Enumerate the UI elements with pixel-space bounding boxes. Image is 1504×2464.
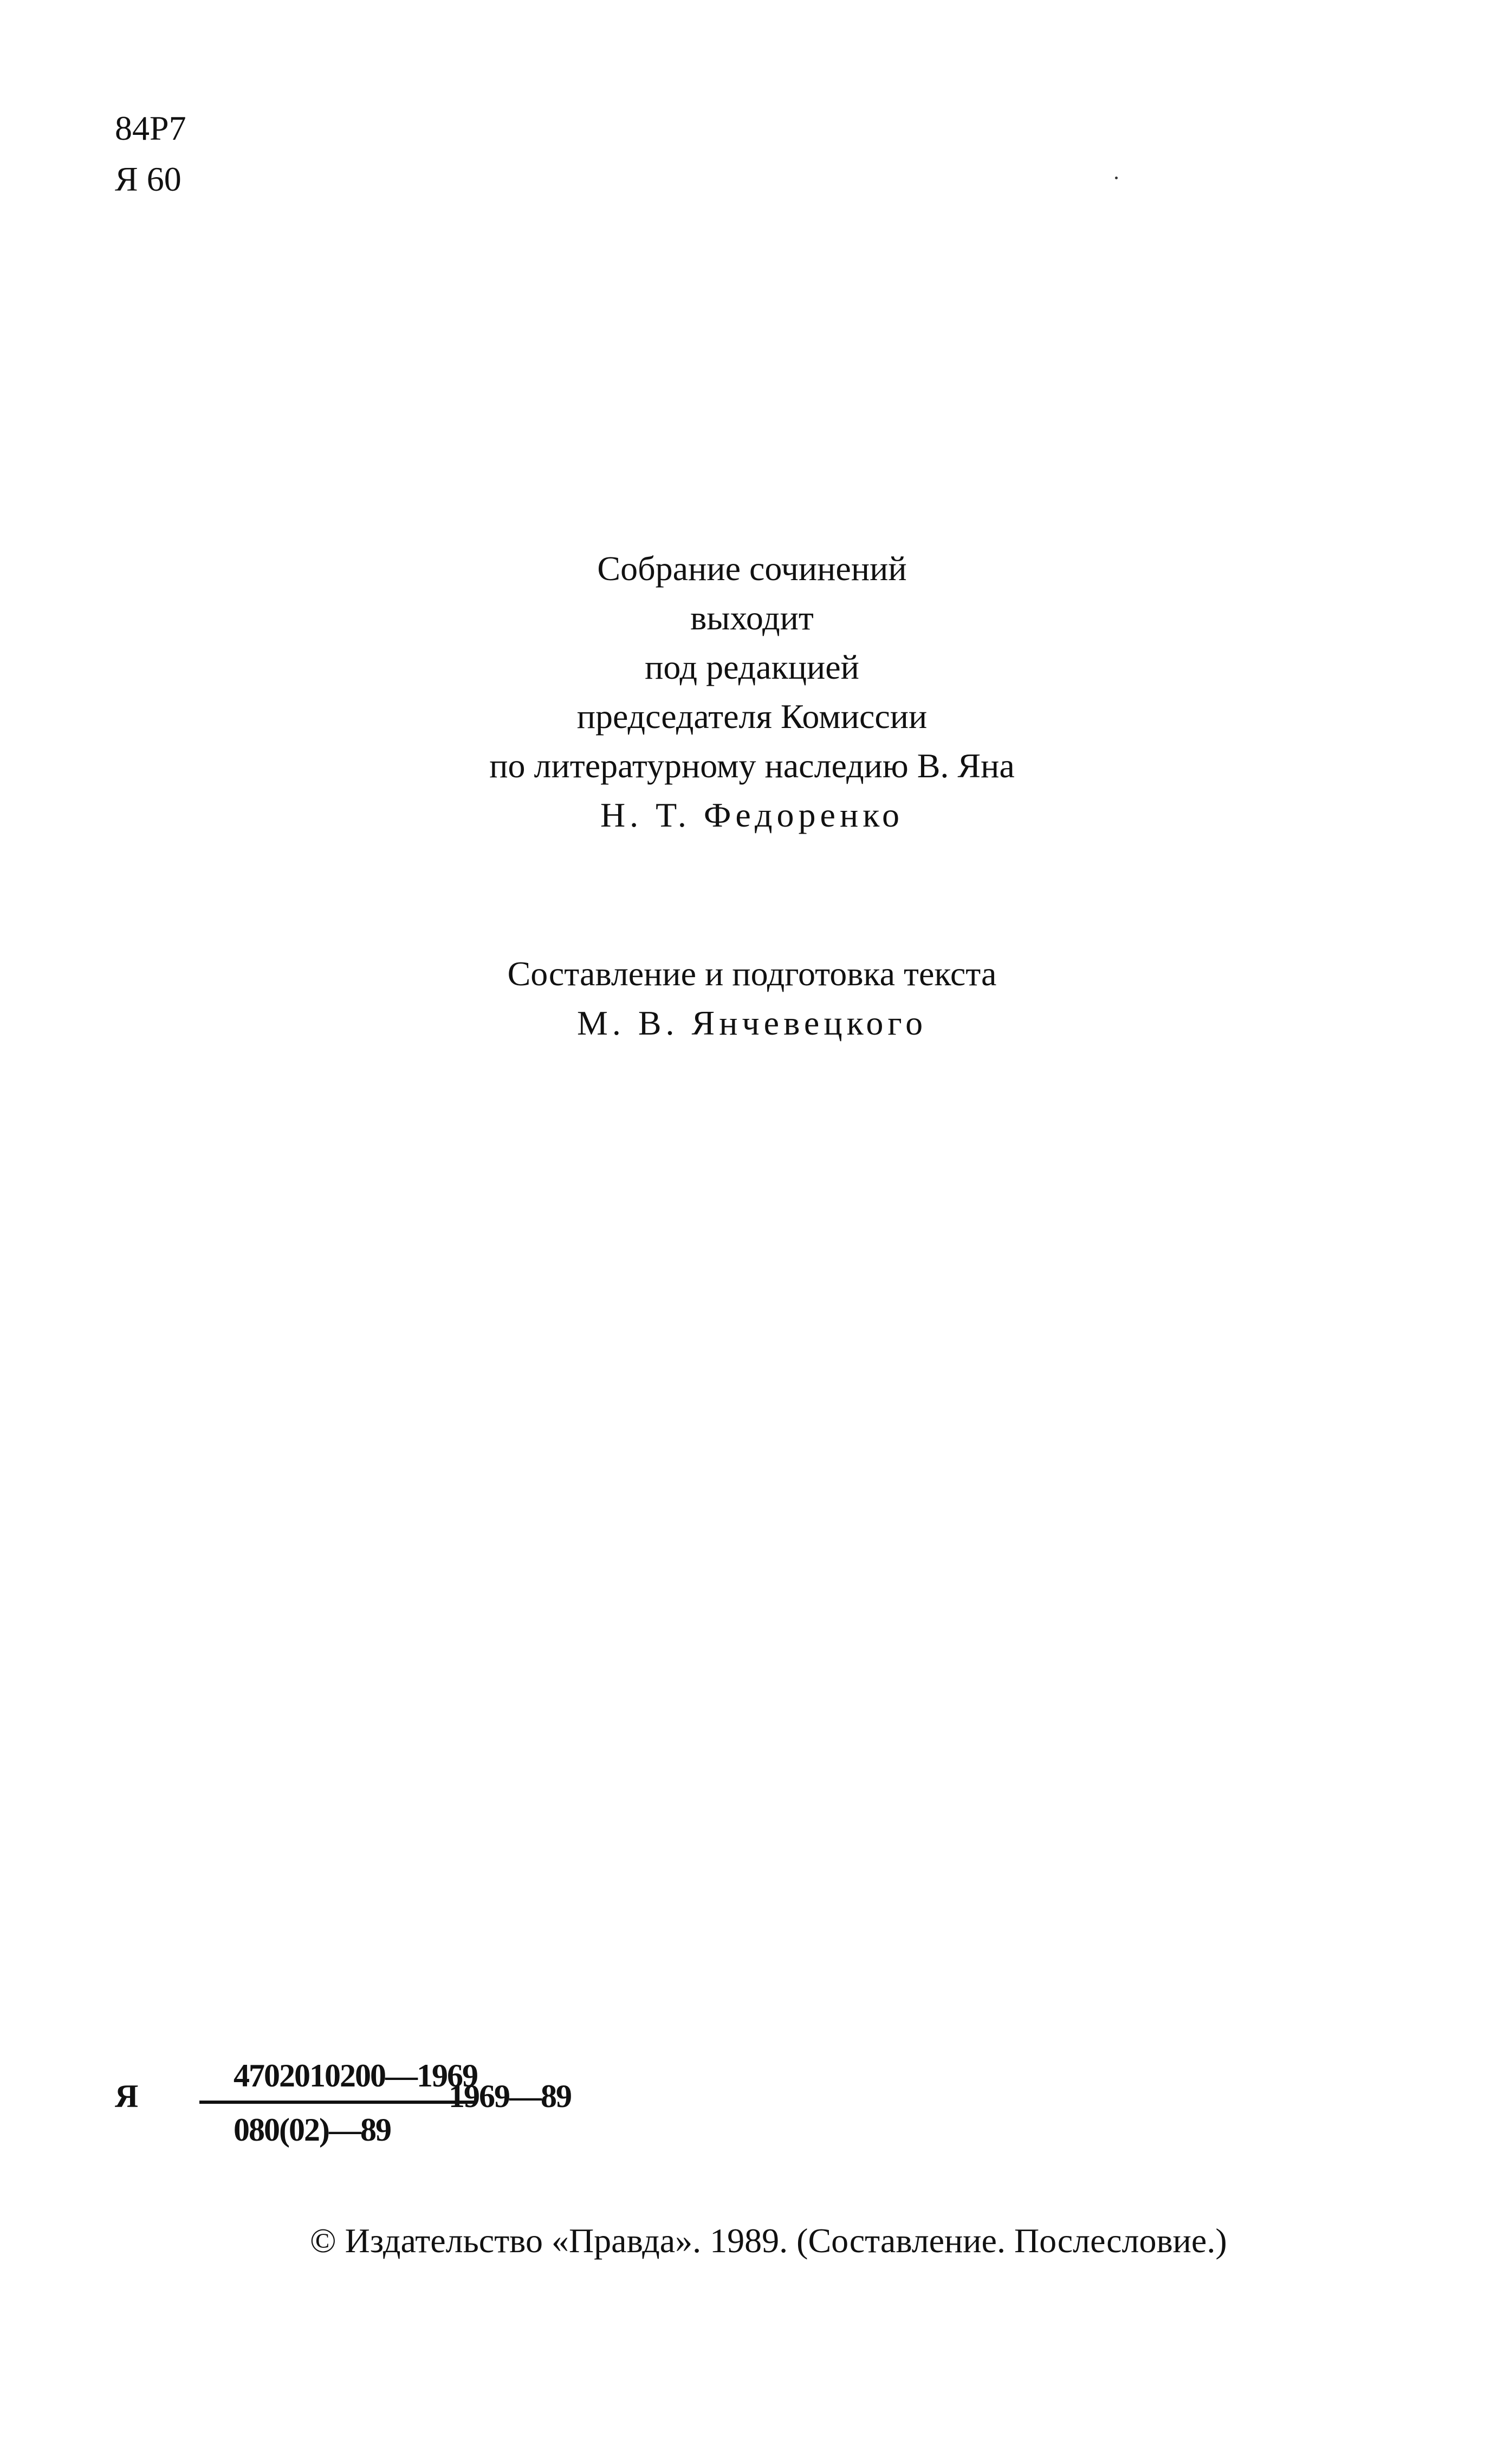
library-classification-code xyxy=(115,103,186,205)
editorial-line-1: Собрание сочинений xyxy=(597,549,907,588)
editorial-note xyxy=(0,544,1504,840)
bbk-code: 84Р7 xyxy=(115,109,186,147)
editorial-line-4: председателя Комиссии xyxy=(576,697,928,736)
print-speck xyxy=(1115,177,1118,179)
compiler-line: Составление и подготовка текста xyxy=(507,954,997,993)
publication-index xyxy=(115,2053,657,2161)
fraction-bar xyxy=(199,2101,476,2104)
index-denominator: 080(02)—89 xyxy=(234,2112,391,2148)
index-letter: Я xyxy=(115,2078,139,2114)
compiler-note xyxy=(0,949,1504,1048)
editor-name: Н. Т. Федоренко xyxy=(600,796,904,834)
editorial-line-2: выходит xyxy=(690,599,814,637)
index-numerator: 4702010200—1969 xyxy=(234,2058,477,2094)
editorial-line-3: под редакцией xyxy=(645,648,859,686)
author-mark: Я 60 xyxy=(115,160,181,198)
copyright-line: © Издательство «Правда». 1989. (Составление. Послесловие.) xyxy=(310,2221,1227,2260)
index-suffix: 1969—89 xyxy=(449,2078,571,2114)
compiler-name: М. В. Янчевецкого xyxy=(576,1004,928,1042)
editorial-line-5: по литературному наследию В. Яна xyxy=(489,746,1015,785)
